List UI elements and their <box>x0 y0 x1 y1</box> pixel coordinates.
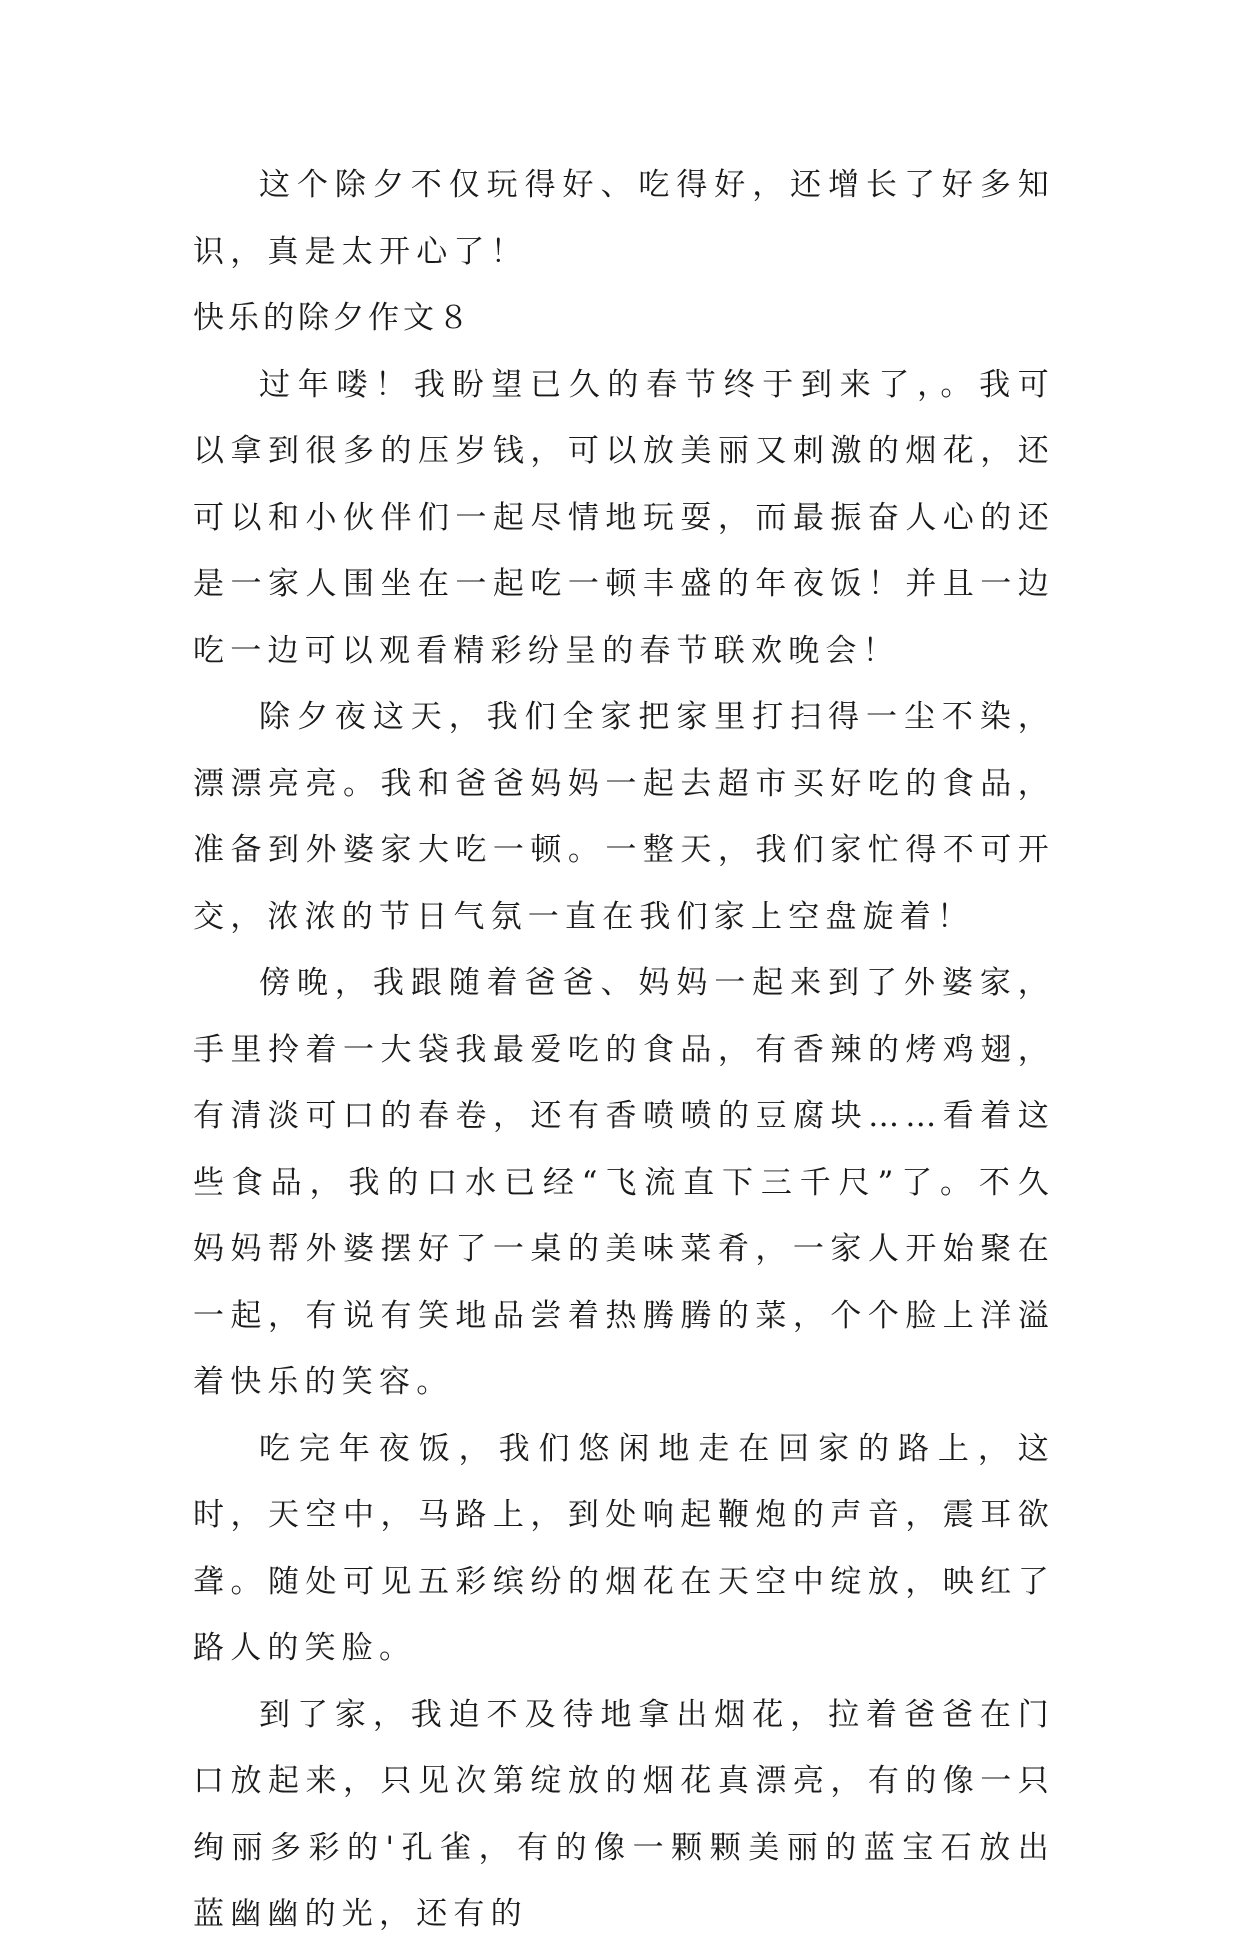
paragraph-2: 除夕夜这天，我们全家把家里打扫得一尘不染，漂漂亮亮。我和爸爸妈妈一起去超市买好吃的食品，准备到外婆家大吃一顿。一整天，我们家忙得不可开交，浓浓的节日气氛一直在我们家上空盘旋着！ <box>193 699 1055 935</box>
paragraph-1: 过年喽！我盼望已久的春节终于到来了，。我可以拿到很多的压岁钱，可以放美丽又刺激的烟花，还可以和小伙伴们一起尽情地玩耍，而最振奋人心的还是一家人围坐在一起吃一顿丰盛的年夜饭！并且一边吃一边可以观看精彩纷呈的春节联欢晚会！ <box>193 366 1055 669</box>
essay-title: 快乐的除夕作文８ <box>193 300 473 336</box>
paragraph-5: 到了家，我迫不及待地拿出烟花，拉着爸爸在门口放起来，只见次第绽放的烟花真漂亮，有的像一只绚丽多彩的'孔雀，有的像一颗颗美丽的蓝宝石放出蓝幽幽的光，还有的 <box>193 1696 1055 1932</box>
paragraph-closing: 这个除夕不仅玩得好、吃得好，还增长了好多知识，真是太开心了！ <box>193 167 1055 270</box>
paragraph-3: 傍晚，我跟随着爸爸、妈妈一起来到了外婆家，手里拎着一大袋我最爱吃的食品，有香辣的烤鸡翅，有清淡可口的春卷，还有香喷喷的豆腐块……看着这些食品，我的口水已经“飞流直下三千尺”了。不久妈妈帮外婆摆好了一桌的美味菜肴，一家人开始聚在一起，有说有笑地品尝着热腾腾的菜，个个脸上洋溢着快乐的笑容。 <box>193 965 1055 1400</box>
document-body <box>193 152 1055 1948</box>
paragraph-4: 吃完年夜饭，我们悠闲地走在回家的路上，这时，天空中，马路上，到处响起鞭炮的声音，震耳欲聋。随处可见五彩缤纷的烟花在天空中绽放，映红了路人的笑脸。 <box>193 1430 1055 1666</box>
